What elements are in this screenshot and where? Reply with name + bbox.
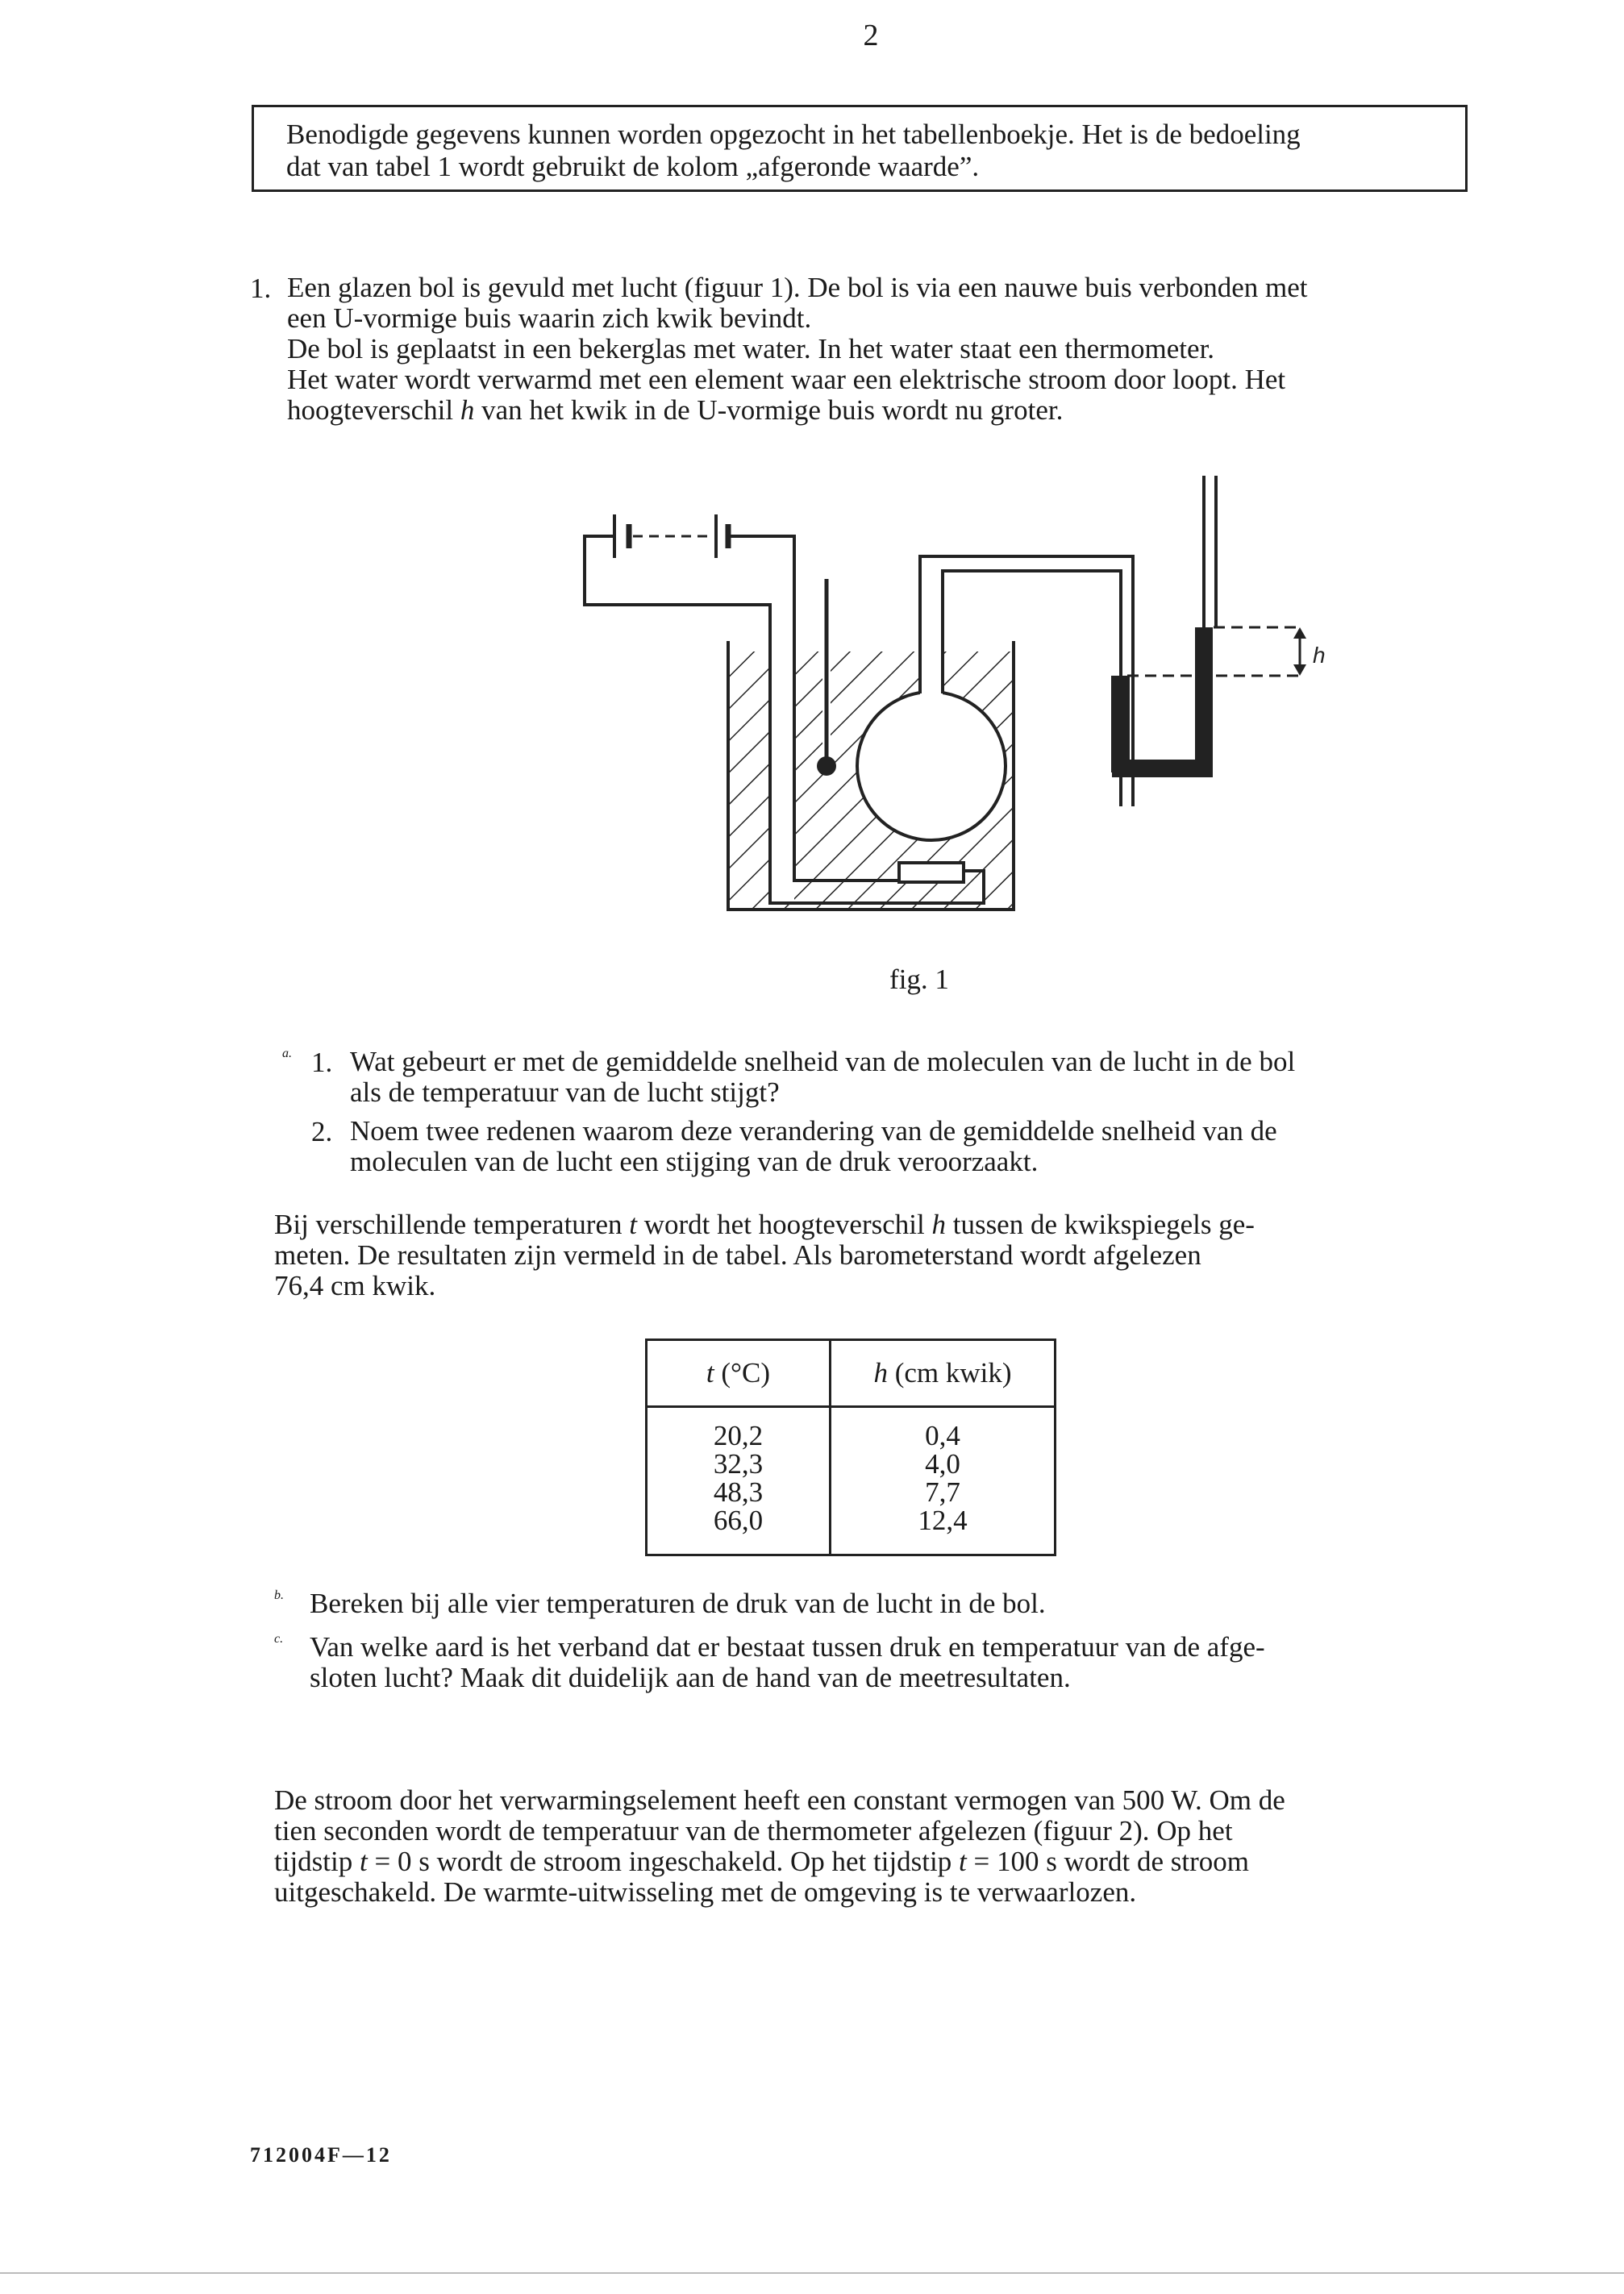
table-cell: 12,4: [918, 1505, 968, 1536]
table-col-h: [831, 1422, 1054, 1534]
info-line-2: dat van tabel 1 wordt gebruikt de kolom „afgeronde waarde”.: [286, 151, 980, 182]
part-b: b. Bereken bij alle vier temperaturen de druk van de lucht in de bol.: [274, 1588, 1046, 1619]
wire-right: [730, 536, 794, 652]
table-cell: 48,3: [713, 1476, 764, 1508]
question-number: 1.: [250, 273, 272, 304]
intro-line-4: Het water wordt verwarmd met een element waar een elektrische stroom door loopt. Het: [287, 364, 1286, 395]
heater-wire-gap: [770, 652, 794, 903]
intro-line-2: een U-vormige buis waarin zich kwik bevindt.: [287, 302, 812, 334]
table-header-t: t (°C): [706, 1357, 771, 1388]
intro-line-1: Een glazen bol is gevuld met lucht (figuur 1). De bol is via een nauwe buis verbonden met: [287, 272, 1308, 303]
bulb-neck-gap: [920, 681, 943, 697]
part-a-item-2: 2. Noem twee redenen waarom deze verandering van de gemiddelde snelheid van de moleculen van de lucht een stijging van de druk veroorzaakt.: [311, 1115, 1277, 1177]
figure-1-diagram: [564, 468, 1371, 927]
page-bottom-rule: [0, 2272, 1624, 2274]
measurement-paragraph: Bij verschillende temperaturen t wordt het hoogteverschil h tussen de kwikspiegels ge- meten. De resultaten zijn vermeld in de tabel. Als barometerstand wordt afgelezen 76,4 cm kwik.: [274, 1209, 1255, 1301]
table-header-h: h (cm kwik): [873, 1357, 1012, 1388]
table-cell: 0,4: [925, 1420, 960, 1451]
measurement-table: [645, 1339, 1056, 1556]
info-box: [252, 105, 1468, 192]
part-c: c. Van welke aard is het verband dat er bestaat tussen druk en temperatuur van de afge- sloten lucht? Maak dit duidelijk aan de hand van de meetresultaten.: [274, 1631, 1265, 1693]
h-arrow-head: [1293, 664, 1306, 676]
table-cell: 66,0: [713, 1505, 764, 1536]
h-label: h: [1313, 643, 1326, 668]
figure-caption: fig. 1: [889, 964, 949, 995]
table-col-t: [648, 1422, 829, 1534]
h-arrow-head: [1293, 627, 1306, 639]
heating-paragraph: De stroom door het verwarmingselement heeft een constant vermogen van 500 W. Om de tien seconden wordt de temperatuur van de thermometer afgelezen (figuur 2). Op het tijdstip t = 0 s wordt de stroom ingeschakeld. Op het tijdstip t = 100 s wordt de stroom uitgeschakeld. De warmte-uitwisseling met de omgeving is te verwaarlozen.: [274, 1784, 1285, 1908]
question-1-intro: [250, 272, 1480, 426]
table-cell: 4,0: [925, 1448, 960, 1480]
intro-line-3: De bol is geplaatst in een bekerglas met water. In het water staat een thermometer.: [287, 333, 1215, 364]
table-cell: 32,3: [713, 1448, 764, 1480]
thermometer-bulb: [817, 756, 836, 776]
part-c-label: c.: [274, 1632, 284, 1646]
info-line-1: Benodigde gegevens kunnen worden opgezocht in het tabellenboekje. Het is de bedoeling: [286, 119, 1301, 150]
part-b-label: b.: [274, 1588, 284, 1602]
part-a: [282, 1046, 1479, 1177]
wire-left: [585, 536, 770, 652]
footer-code: 712004F—12: [250, 2143, 392, 2167]
intro-line-5: hoogteverschil h van het kwik in de U-vormige buis wordt nu groter.: [287, 394, 1064, 426]
part-a-label: a.: [282, 1047, 292, 1060]
glass-bulb: [857, 692, 1006, 840]
page-number: 2: [863, 19, 879, 52]
heating-element: [899, 863, 964, 882]
table-cell: 7,7: [925, 1476, 960, 1508]
table-cell: 20,2: [713, 1420, 764, 1451]
part-a-item-1: 1. Wat gebeurt er met de gemiddelde snelheid van de moleculen van de lucht in de bol als de temperatuur van de lucht stijgt?: [311, 1046, 1296, 1108]
